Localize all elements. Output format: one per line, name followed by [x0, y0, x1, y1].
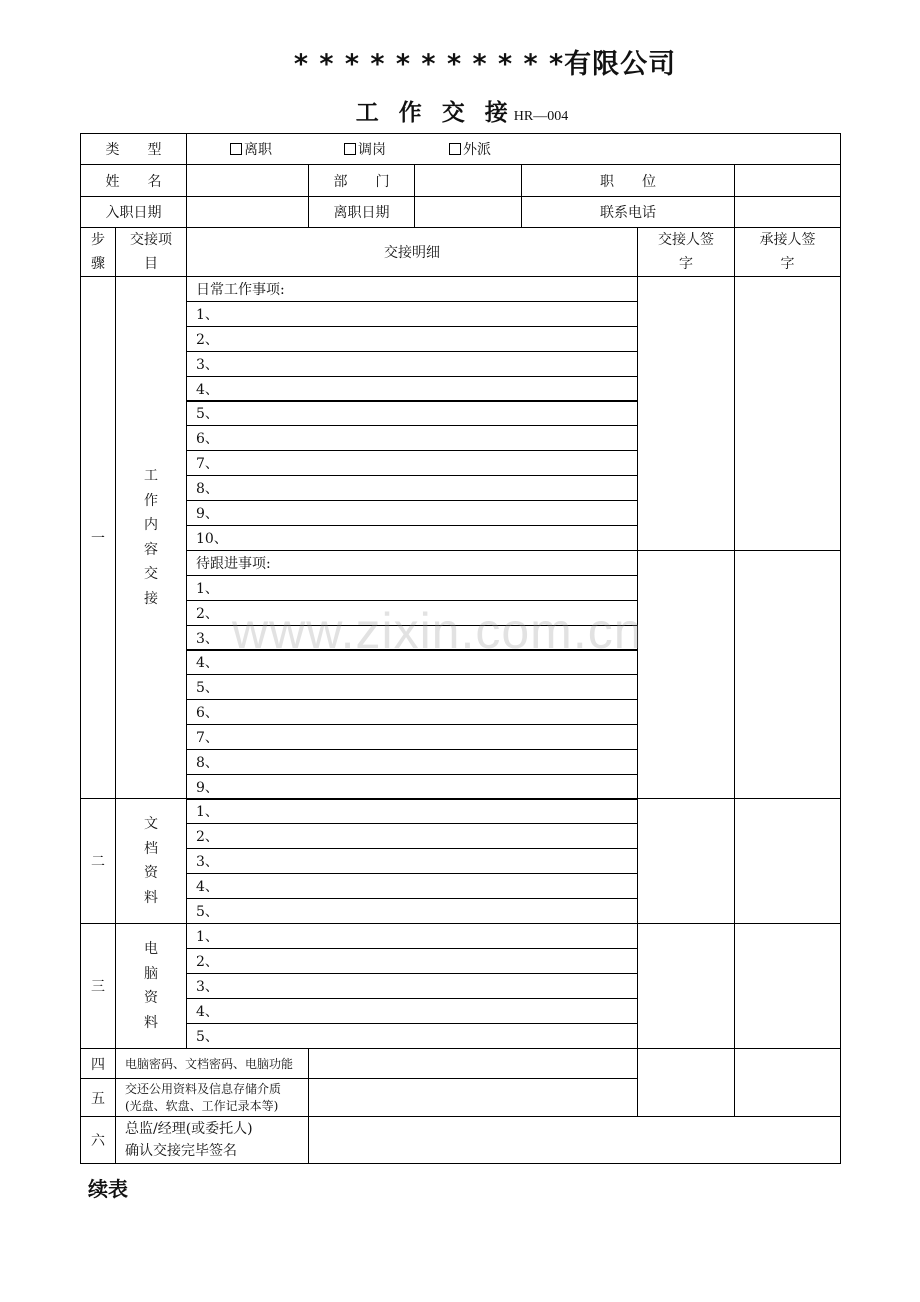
department-field[interactable]	[414, 164, 522, 197]
document-detail-row[interactable]: 3、	[186, 848, 638, 874]
computer-handover-sign-field[interactable]	[637, 923, 735, 1049]
position-label: 职 位	[521, 164, 735, 197]
leave-date-label: 离职日期	[308, 196, 415, 228]
col-header-handover-sign: 交接人签字	[637, 227, 735, 277]
work-detail-row[interactable]: 6、	[186, 425, 638, 451]
work-detail-row[interactable]: 1、	[186, 301, 638, 327]
storage-media-item	[115, 1078, 309, 1117]
work-detail-row[interactable]: 5、	[186, 674, 638, 700]
document-detail-row[interactable]: 2、	[186, 823, 638, 849]
documents-item: 文 档 资 料	[115, 798, 187, 924]
work-detail-row[interactable]: 9、	[186, 500, 638, 526]
computer-detail-row[interactable]: 2、	[186, 948, 638, 974]
work-detail-row[interactable]: 待跟进事项:	[186, 550, 638, 576]
work-detail-row[interactable]: 10、	[186, 525, 638, 551]
name-field[interactable]	[186, 164, 309, 197]
form-title: 工 作 交 接	[355, 100, 514, 126]
work-detail-row[interactable]: 8、	[186, 475, 638, 501]
checkbox-icon	[449, 143, 461, 155]
docs-handover-sign-field[interactable]	[637, 798, 735, 924]
form-code: HR—004	[513, 109, 569, 124]
passwords-item: 电脑密码、文档密码、电脑功能	[115, 1048, 309, 1079]
computer-detail-row[interactable]: 4、	[186, 998, 638, 1024]
leave-date-field[interactable]	[414, 196, 522, 228]
type-option-resign[interactable]: 离职	[230, 134, 272, 164]
work-detail-row[interactable]: 1、	[186, 575, 638, 601]
form-title-line	[0, 94, 920, 127]
col-header-detail: 交接明细	[186, 227, 638, 277]
work-detail-row[interactable]: 9、	[186, 774, 638, 800]
checkbox-icon	[230, 143, 242, 155]
watermark: www.zixin.com.cn	[232, 603, 643, 659]
storage-media-line2: (光盘、软盘、工作记录本等)	[125, 1098, 279, 1113]
step-six: 六	[80, 1116, 116, 1164]
computer-data-item: 电 脑 资 料	[115, 923, 187, 1049]
work-content-item: 工 作 内 容 交 接	[115, 276, 187, 799]
name-label: 姓 名	[80, 164, 187, 197]
misc-receiver-sign-field[interactable]	[734, 1048, 841, 1117]
work-detail-row[interactable]: 6、	[186, 699, 638, 725]
type-option-transfer[interactable]: 调岗	[344, 134, 386, 164]
storage-media-detail-field[interactable]	[308, 1078, 638, 1117]
computer-detail-row[interactable]: 5、	[186, 1023, 638, 1049]
checkbox-icon	[344, 143, 356, 155]
computer-receiver-sign-field[interactable]	[734, 923, 841, 1049]
work-detail-row[interactable]: 4、	[186, 650, 638, 676]
col-header-item: 交接项目	[115, 227, 187, 277]
work-detail-row[interactable]: 7、	[186, 724, 638, 750]
pending-receiver-sign-field[interactable]	[734, 550, 841, 799]
type-options	[186, 133, 841, 165]
daily-receiver-sign-field[interactable]	[734, 276, 841, 551]
document-detail-row[interactable]: 1、	[186, 798, 638, 824]
continued-label: 续表	[88, 1177, 128, 1201]
hire-date-field[interactable]	[186, 196, 309, 228]
storage-media-line1: 交还公用资料及信息存储介质	[125, 1081, 282, 1096]
manager-confirm-line2: 确认交接完毕签名	[125, 1143, 237, 1159]
work-detail-row[interactable]: 3、	[186, 625, 638, 651]
step-one: 一	[80, 276, 116, 799]
document-detail-row[interactable]: 5、	[186, 898, 638, 924]
department-label: 部 门	[308, 164, 415, 197]
step-four: 四	[80, 1048, 116, 1079]
passwords-detail-field[interactable]	[308, 1048, 638, 1079]
work-detail-row[interactable]: 3、	[186, 351, 638, 377]
document-detail-row[interactable]: 4、	[186, 873, 638, 899]
position-field[interactable]	[734, 164, 841, 197]
daily-handover-sign-field[interactable]	[637, 276, 735, 551]
work-detail-row[interactable]: 5、	[186, 401, 638, 427]
type-option-assign[interactable]: 外派	[449, 134, 491, 164]
type-label: 类 型	[80, 133, 187, 165]
pending-handover-sign-field[interactable]	[637, 550, 735, 799]
col-header-receiver-sign: 承接人签字	[734, 227, 841, 277]
step-two: 二	[80, 798, 116, 924]
manager-confirm-line1: 总监/经理(或委托人)	[125, 1121, 253, 1137]
step-five: 五	[80, 1078, 116, 1117]
phone-field[interactable]	[734, 196, 841, 228]
manager-signature-field[interactable]	[308, 1116, 841, 1164]
phone-label: 联系电话	[521, 196, 735, 228]
work-detail-row[interactable]: 日常工作事项:	[186, 276, 638, 302]
hire-date-label: 入职日期	[80, 196, 187, 228]
misc-handover-sign-field[interactable]	[637, 1048, 735, 1117]
computer-detail-row[interactable]: 1、	[186, 923, 638, 949]
docs-receiver-sign-field[interactable]	[734, 798, 841, 924]
col-header-step: 步骤	[80, 227, 116, 277]
work-detail-row[interactable]: 2、	[186, 326, 638, 352]
manager-confirm-item	[115, 1116, 309, 1164]
work-detail-row[interactable]: 2、	[186, 600, 638, 626]
work-detail-row[interactable]: 7、	[186, 450, 638, 476]
work-detail-row[interactable]: 8、	[186, 749, 638, 775]
work-detail-row[interactable]: 4、	[186, 376, 638, 402]
company-name: * * * * * * * * * * *有限公司	[293, 49, 677, 80]
computer-detail-row[interactable]: 3、	[186, 973, 638, 999]
step-three: 三	[80, 923, 116, 1049]
